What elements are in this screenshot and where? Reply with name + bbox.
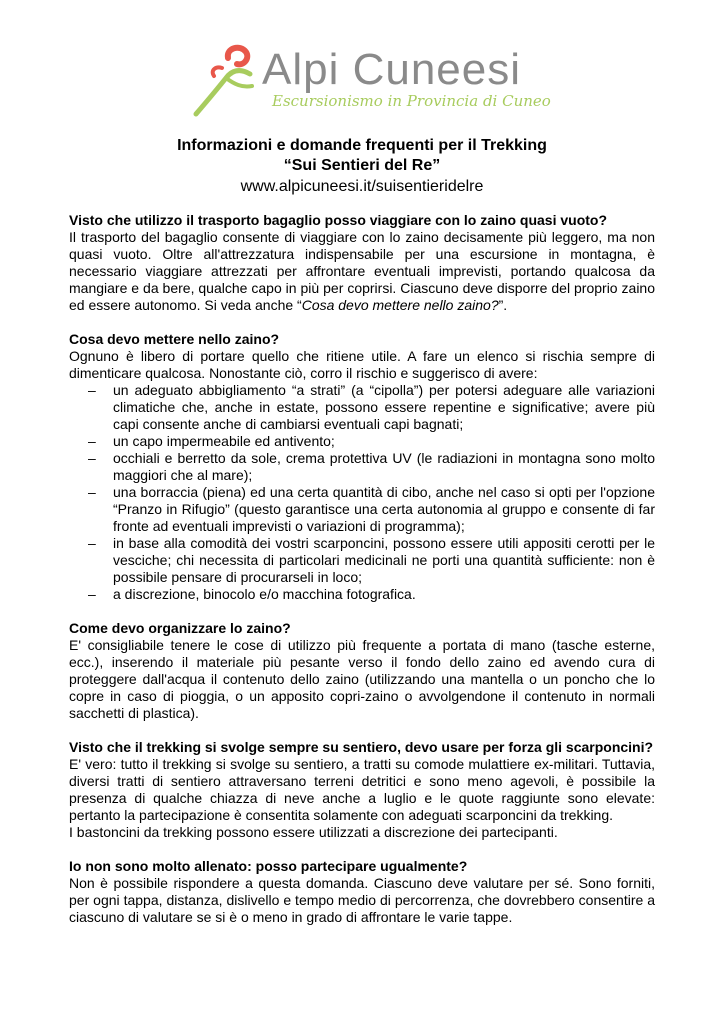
faq-answer: E' consigliabile tenere le cose di utilizzo più frequente a portata di mano (tasche esterne, ecc.), inserendo il materiale più pesante verso il fondo dello zaino ed avendo cura di proteggere dall'acqua il contenuto dello zaino (utilizzando una mantella o un poncho che lo copre in caso di pioggia, o un apposito copri-zaino o avvolgendone il contenuto in normali sacchetti di plastica). <box>69 637 655 721</box>
dash-marker: – <box>88 433 96 449</box>
dash-marker: – <box>88 450 96 466</box>
dash-marker: – <box>88 484 96 500</box>
list-item-text: occhiali e berretto da sole, crema protettiva UV (le radiazioni in montagna sono molto maggiori che al mare); <box>113 450 655 483</box>
alpi-cuneesi-logo <box>190 44 570 120</box>
logo-subtitle: Escursionismo in Provincia di Cuneo <box>272 92 551 110</box>
list-item-text: una borraccia (piena) ed una certa quantità di cibo, anche nel caso si opti per l'opzione “Pranzo in Rifugio” (questo garantisce una certa autonomia al gruppo e consente di far fronte ad eventuali imprevisti o variazioni di programma); <box>113 484 655 534</box>
document-title <box>0 136 724 198</box>
faq-question: Come devo organizzare lo zaino? <box>69 620 291 636</box>
hiker-logo-icon <box>190 44 270 120</box>
faq-answer: E' vero: tutto il trekking si svolge su sentiero, a tratti su comode mulattiere ex-militari. Tuttavia, diversi tratti di sentiero attraversano terreni detritici e sono meno agevoli, è possibile la presenza di qualche chiazza di neve anche a luglio e le quote raggiunte sono elevate: pertanto la partecipazione è consentita solamente con adeguati scarponcini da trekking. <box>69 756 655 823</box>
faq-question: Visto che il trekking si svolge sempre su sentiero, devo usare per forza gli scarponcini? <box>69 739 654 755</box>
faq-answer: Non è possibile rispondere a questa domanda. Ciascuno deve valutare per sé. Sono forniti, per ogni tappa, distanza, dislivello e tempo medio di percorrenza, che dovrebbero consentire a ciascuno di valutare se si è o meno in grado di affrontare le varie tappe. <box>69 875 655 925</box>
faq-answer-intro: Ognuno è libero di portare quello che ritiene utile. A fare un elenco si rischia sempre di dimenticare qualcosa. Nonostante ciò, corro il rischio e suggerisco di avere: <box>69 348 655 381</box>
list-item-text: un adeguato abbigliamento “a strati” (a “cipolla”) per potersi adeguare alle variazioni climatiche che, anche in estate, possono essere repentine e significative; avere più capi consente anche di cambiarsi eventuali capi bagnati; <box>113 382 655 432</box>
faq-section-2 <box>69 331 655 603</box>
faq-answer <box>69 229 655 314</box>
dash-marker: – <box>88 535 96 551</box>
faq-question: Visto che utilizzo il trasporto bagaglio posso viaggiare con lo zaino quasi vuoto? <box>69 212 608 228</box>
faq-section-4 <box>69 739 655 841</box>
answer-text: Il trasporto del bagaglio consente di viaggiare con lo zaino decisamente più leggero, ma non quasi vuoto. Oltre all'attrezzatura indispensabile per una escursione in montagna, è necessario viaggiare attrezzati per affrontare eventuali imprevisti, portando qualcosa da mangiare e da bere, qualche capo in più per coprirsi. Ciascuno deve disporre del proprio zaino ed essere autonomo. Si veda anche “ <box>69 229 655 313</box>
faq-section-3 <box>69 620 655 722</box>
faq-section-5 <box>69 858 655 926</box>
faq-section-1 <box>69 212 655 314</box>
title-line-1: Informazioni e domande frequenti per il Trekking <box>177 137 547 154</box>
answer-text-end: ”. <box>498 297 508 313</box>
list-item <box>88 535 655 586</box>
packing-list <box>69 382 655 603</box>
logo-title: Alpi Cuneesi <box>262 45 522 94</box>
list-item <box>88 586 655 603</box>
list-item <box>88 433 655 450</box>
dash-marker: – <box>88 382 96 398</box>
list-item-text: un capo impermeabile ed antivento; <box>113 433 335 449</box>
list-item <box>88 382 655 433</box>
faq-content <box>69 212 655 943</box>
dash-marker: – <box>88 586 96 602</box>
list-item <box>88 484 655 535</box>
faq-question: Cosa devo mettere nello zaino? <box>69 331 280 347</box>
faq-answer-note: I bastoncini da trekking possono essere utilizzati a discrezione dei partecipanti. <box>69 824 558 840</box>
title-line-2: “Sui Sentieri del Re” <box>283 157 441 174</box>
list-item <box>88 450 655 484</box>
trek-url: www.alpicuneesi.it/suisentieridelre <box>240 178 484 195</box>
answer-italic-ref: Cosa devo mettere nello zaino? <box>301 297 499 313</box>
faq-question: Io non sono molto allenato: posso partecipare ugualmente? <box>69 858 468 874</box>
list-item-text: a discrezione, binocolo e/o macchina fotografica. <box>113 586 416 602</box>
list-item-text: in base alla comodità dei vostri scarponcini, possono essere utili appositi cerotti per le vesciche; chi necessita di particolari medicinali ne porti una quantità sufficiente: non è possibile pensare di procurarseli in loco; <box>113 535 655 585</box>
